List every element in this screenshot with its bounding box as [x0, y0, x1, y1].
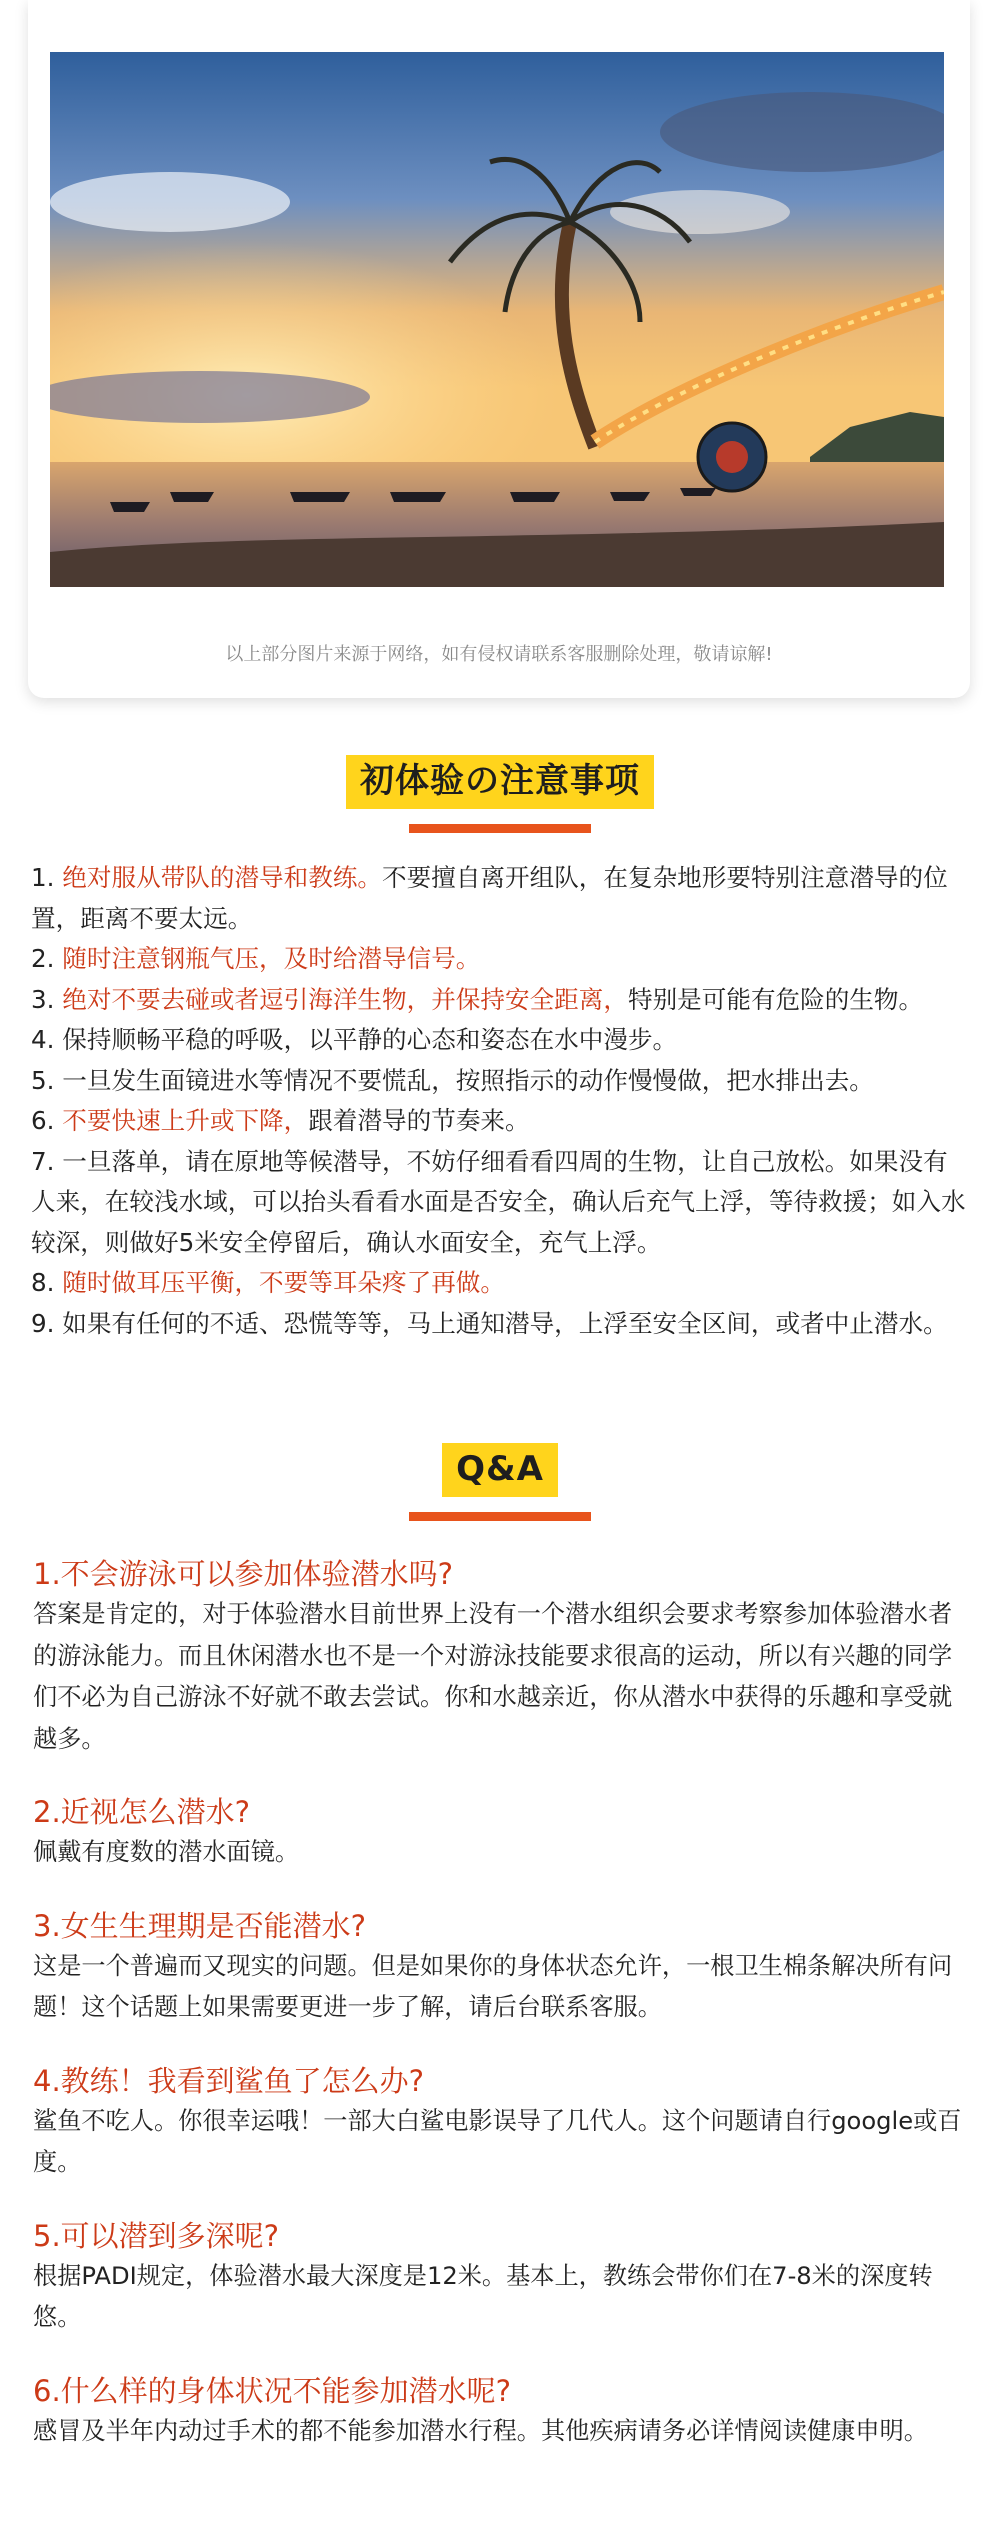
answer: 答案是肯定的，对于体验潜水目前世界上没有一个潜水组织会要求考察参加体验潜水者的游泳能力。而且休闲潜水也不是一个对游泳技能要求很高的运动，所以有兴趣的同学们不必为自己游泳不好就不敢去尝试。你和水越亲近，你从潜水中获得的乐趣和享受就越多。 — [33, 1600, 953, 1753]
qa-section-header — [0, 1443, 1000, 1521]
list-item: 7. 一旦落单，请在原地等候潜导，不妨仔细看看四周的生物，让自己放松。如果没有人来，在较浅水域，可以抬头看看水面是否安全，确认后充气上浮，等待救援；如入水较深，则做好5米安全停留后，确认水面安全，充气上浮。 — [31, 1146, 966, 1257]
sunset-beach-photo — [50, 52, 944, 587]
title-underline-bar — [409, 824, 591, 833]
question: 2.近视怎么潜水? — [33, 1795, 251, 1829]
list-item: 2. 随时注意钢瓶气压，及时给潜导信号。 — [31, 944, 481, 973]
sunset-beach-illustration — [50, 52, 944, 587]
list-item: 8. 随时做耳压平衡，不要等耳朵疼了再做。 — [31, 1268, 505, 1297]
list-item: 1. 绝对服从带队的潜导和教练。不要擅自离开组队，在复杂地形要特别注意潜导的位置，距离不要太远。 — [31, 863, 948, 933]
answer: 根据PADI规定，体验潜水最大深度是12米。基本上，教练会带你们在7-8米的深度转悠。 — [33, 2261, 933, 2331]
list-item: 5. 一旦发生面镜进水等情况不要慌乱，按照指示的动作慢慢做，把水排出去。 — [31, 1065, 874, 1095]
list-item: 9. 如果有任何的不适、恐慌等等，马上通知潜导，上浮至安全区间，或者中止潜水。 — [31, 1308, 948, 1338]
notes-section-title: 初体验の注意事项 — [346, 755, 654, 809]
list-item: 3. 绝对不要去碰或者逗引海洋生物，并保持安全距离，特别是可能有危险的生物。 — [31, 984, 924, 1014]
question: 3.女生生理期是否能潜水? — [33, 1908, 367, 1943]
notes-list — [31, 858, 971, 1344]
answer: 佩戴有度数的潜水面镜。 — [33, 1838, 300, 1866]
image-copyright-caption: 以上部分图片来源于网络，如有侵权请联系客服删除处理，敬请谅解! — [225, 644, 773, 665]
question: 5.可以潜到多深呢? — [33, 2218, 280, 2253]
question: 1.不会游泳可以参加体验潜水吗? — [33, 1557, 454, 1591]
answer: 感冒及半年内动过手术的都不能参加潜水行程。其他疾病请务必详情阅读健康申明。 — [33, 2416, 928, 2445]
title-underline-bar — [409, 1512, 591, 1521]
question: 4.教练！我看到鲨鱼了怎么办? — [33, 2063, 425, 2098]
answer: 鲨鱼不吃人。你很幸运哦！一部大白鲨电影误导了几代人。这个问题请自行google或百度。 — [33, 2106, 962, 2176]
answer: 这是一个普遍而又现实的问题。但是如果你的身体状态允许，一根卫生棉条解决所有问题！这个话题上如果需要更进一步了解，请后台联系客服。 — [33, 1951, 953, 2021]
qa-section-title: Q&A — [442, 1443, 558, 1497]
list-item: 4. 保持顺畅平稳的呼吸，以平静的心态和姿态在水中漫步。 — [31, 1025, 678, 1054]
notes-section-header — [0, 755, 1000, 833]
list-item: 6. 不要快速上升或下降，跟着潜导的节奏来。 — [31, 1106, 530, 1135]
question: 6.什么样的身体状况不能参加潜水呢? — [33, 2373, 512, 2408]
qa-list — [33, 1554, 973, 2484]
